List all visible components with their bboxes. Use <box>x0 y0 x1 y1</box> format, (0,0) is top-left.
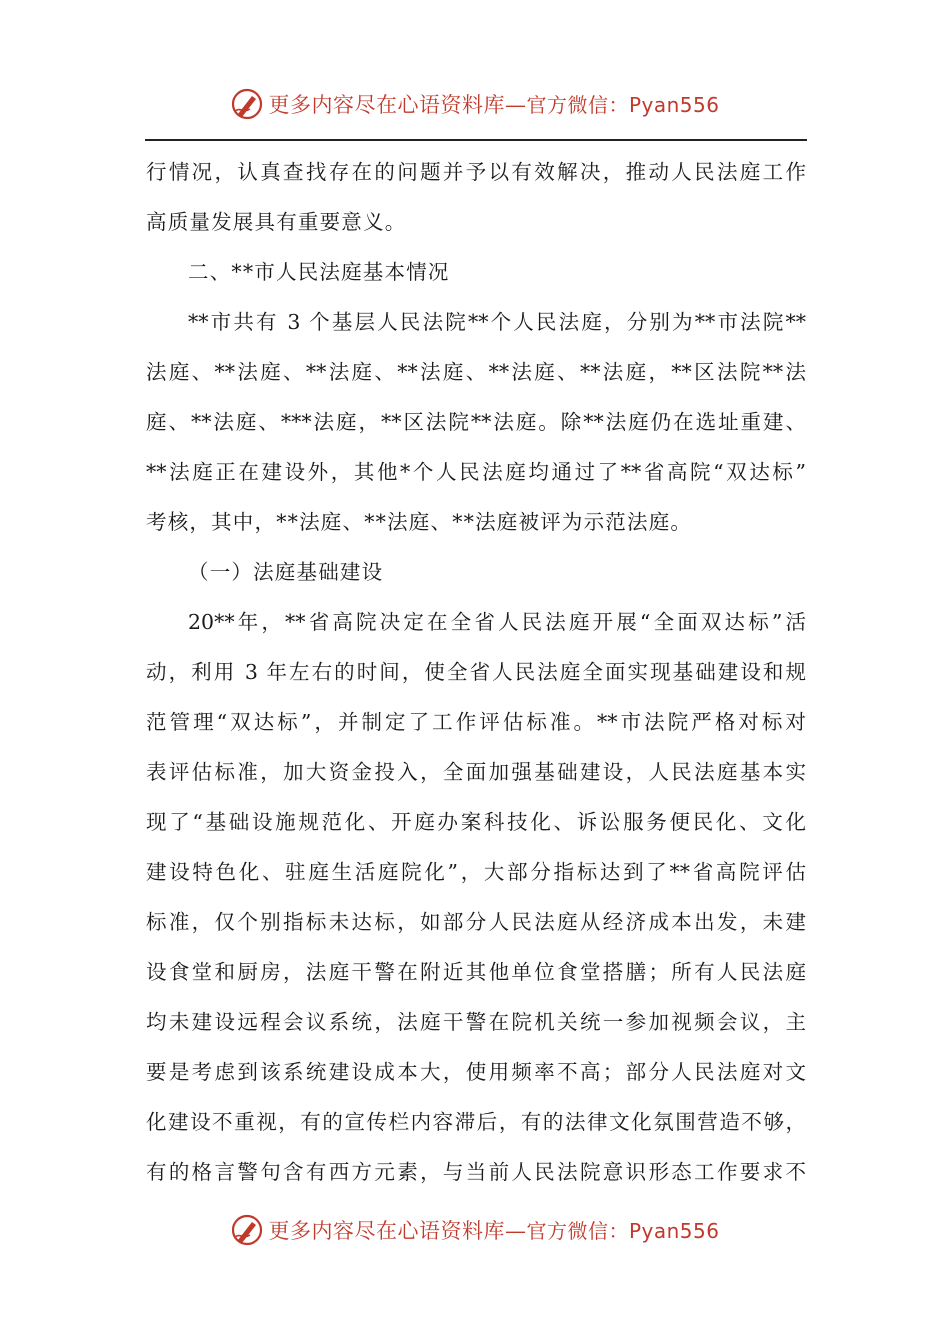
body-line: 现了“基础设施规范化、开庭办案科技化、诉讼服务便民化、文化 <box>146 810 806 834</box>
body-line: 均未建设远程会议系统，法庭干警在院机关统一参加视频会议，主 <box>146 1010 806 1034</box>
subsection-heading: （一）法庭基础建设 <box>188 560 384 584</box>
body-line: 庭、**法庭、***法庭，**区法院**法庭。除**法庭仍在选址重建、 <box>146 410 806 434</box>
header-divider <box>145 139 807 141</box>
document-body <box>146 151 806 1201</box>
header-banner-text <box>268 89 719 119</box>
body-line: 标准，仅个别指标未达标，如部分人民法庭从经济成本出发，未建 <box>146 910 806 934</box>
pen-logo-icon <box>230 87 264 121</box>
body-line: **法庭正在建设外，其他*个人民法庭均通过了**省高院“双达标” <box>146 460 806 484</box>
body-line: 高质量发展具有重要意义。 <box>146 210 407 234</box>
footer-banner-text <box>268 1215 719 1245</box>
body-line: 20**年，**省高院决定在全省人民法庭开展“全面双达标”活 <box>188 610 806 634</box>
footer-banner-wechat: 官方微信：Pyan556 <box>526 1219 720 1243</box>
section-heading: 二、**市人民法庭基本情况 <box>188 260 450 284</box>
body-line: 表评估标准，加大资金投入，全面加强基础建设，人民法庭基本实 <box>146 760 806 784</box>
body-line: 有的格言警句含有西方元素，与当前人民法院意识形态工作要求不 <box>146 1160 806 1184</box>
body-line: 动，利用 3 年左右的时间，使全省人民法庭全面实现基础建设和规 <box>146 660 806 684</box>
body-line: 化建设不重视，有的宣传栏内容滞后，有的法律文化氛围营造不够， <box>146 1110 806 1134</box>
body-line: 行情况，认真查找存在的问题并予以有效解决，推动人民法庭工作 <box>146 160 806 184</box>
body-line: 考核，其中，**法庭、**法庭、**法庭被评为示范法庭。 <box>146 510 693 534</box>
footer-banner-dash: — <box>504 1219 527 1243</box>
footer-banner <box>0 1210 950 1250</box>
body-line: 法庭、**法庭、**法庭、**法庭、**法庭、**法庭，**区法院**法 <box>146 360 806 384</box>
body-line: 要是考虑到该系统建设成本大，使用频率不高；部分人民法庭对文 <box>146 1060 806 1084</box>
body-line: 范管理“双达标”，并制定了工作评估标准。**市法院严格对标对 <box>146 710 806 734</box>
footer-banner-main: 更多内容尽在心语资料库 <box>268 1219 505 1243</box>
body-line: **市共有 3 个基层人民法院**个人民法庭，分别为**市法院** <box>188 310 806 334</box>
header-banner-main: 更多内容尽在心语资料库 <box>268 93 505 117</box>
header-banner-wechat: 官方微信：Pyan556 <box>526 93 720 117</box>
body-line: 建设特色化、驻庭生活庭院化”，大部分指标达到了**省高院评估 <box>146 860 806 884</box>
header-banner-dash: — <box>504 93 527 117</box>
header-banner <box>0 84 950 124</box>
pen-logo-icon <box>230 1213 264 1247</box>
body-line: 设食堂和厨房，法庭干警在附近其他单位食堂搭膳；所有人民法庭 <box>146 960 806 984</box>
